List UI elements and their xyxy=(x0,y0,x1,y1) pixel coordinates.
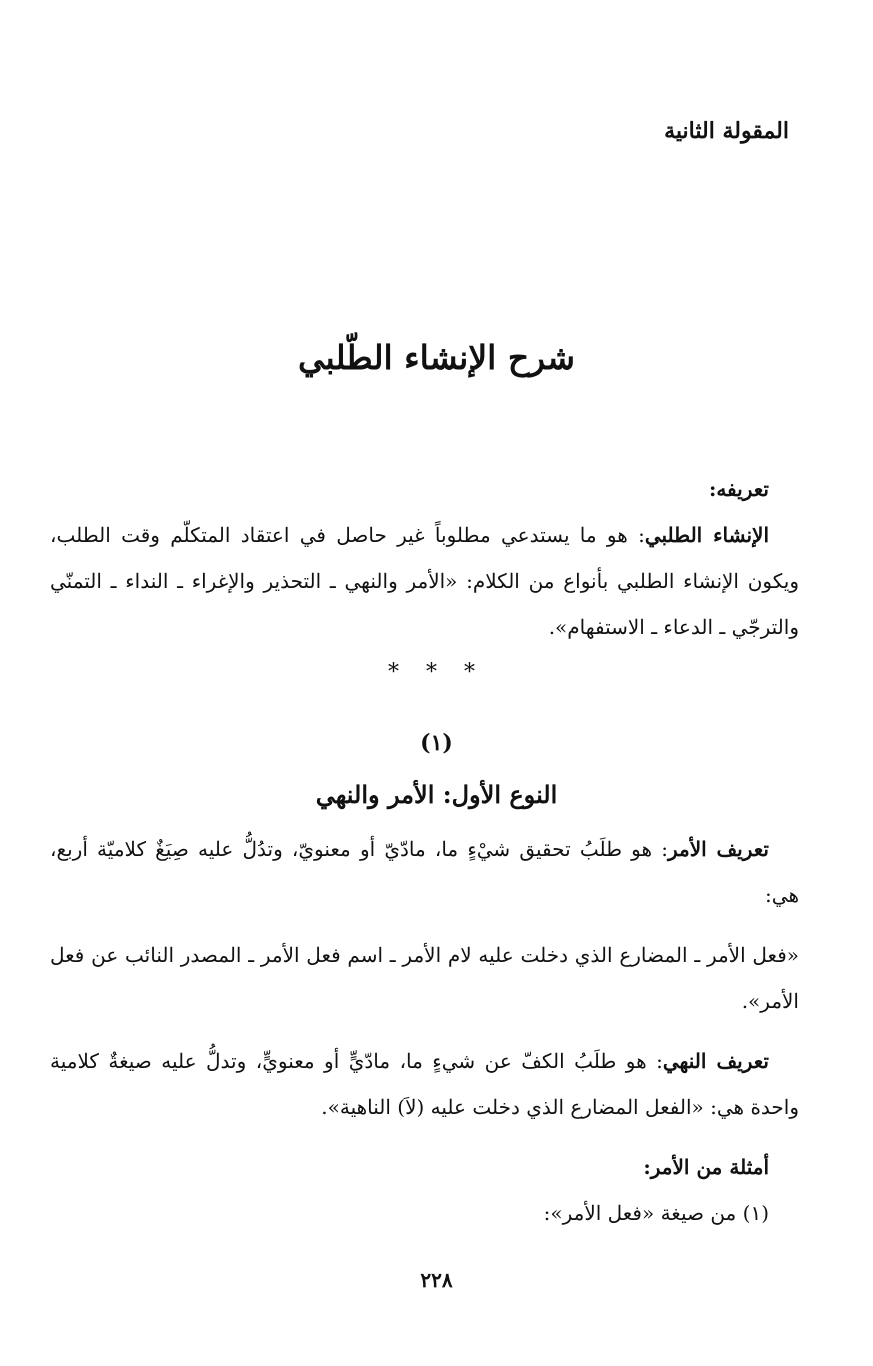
nahy-text: : هو طلَبُ الكفّ عن شيءٍ ما، مادّيٍّ أو معنويٍّ، وتدلُّ عليه صيغةٌ كلامية واحدة هي: «الفعل المضارع الذي دخلت عليه (لاَ) الناهية». xyxy=(50,1049,799,1119)
examples-heading: أمثلة من الأمر: xyxy=(643,1155,769,1179)
chapter-title: شرح الإنشاء الطّلبي xyxy=(297,338,575,377)
amr-forms-text: «فعل الأمر ـ المضارع الذي دخلت عليه لام الأمر ـ اسم فعل الأمر ـ المصدر النائب عن فعل الأمر». xyxy=(50,943,799,1013)
examples-block xyxy=(50,1144,799,1236)
example-1: (١) من صيغة «فعل الأمر»: xyxy=(543,1201,769,1225)
definition-block xyxy=(50,466,799,650)
amr-term: تعريف الأمر xyxy=(667,837,769,861)
amr-paragraph xyxy=(50,826,799,918)
section-number: (١) xyxy=(420,730,453,756)
section-separator: * * * xyxy=(388,660,485,685)
amr-text: : هو طلَبُ تحقيق شيْءٍ ما، مادّيّ أو معنويّ، وتدُلُّ عليه صِيَغٌ كلاميّة أربع، هي: xyxy=(50,837,799,907)
page-number: ٢٢٨ xyxy=(420,1268,453,1292)
definition-text: : هو ما يستدعي مطلوباً غير حاصل في اعتقاد المتكلّم وقت الطلب، ويكون الإنشاء الطلبي بأنواع من الكلام: «الأمر والنهي ـ التحذير والإغراء ـ النداء ـ التمنّي والترجّي ـ الدعاء ـ الاستفهام». xyxy=(50,523,799,639)
definition-heading: تعريفه: xyxy=(708,477,769,501)
definition-term: الإنشاء الطلبي xyxy=(644,523,769,547)
nahy-term: تعريف النهي xyxy=(662,1049,769,1073)
nahy-paragraph xyxy=(50,1038,799,1130)
amr-forms xyxy=(50,932,799,1024)
running-head: المقولة الثانية xyxy=(664,118,789,144)
nahy-definition xyxy=(50,1038,799,1130)
section-title: النوع الأول: الأمر والنهي xyxy=(315,780,558,809)
definition-paragraph xyxy=(50,512,799,650)
amr-definition xyxy=(50,826,799,918)
